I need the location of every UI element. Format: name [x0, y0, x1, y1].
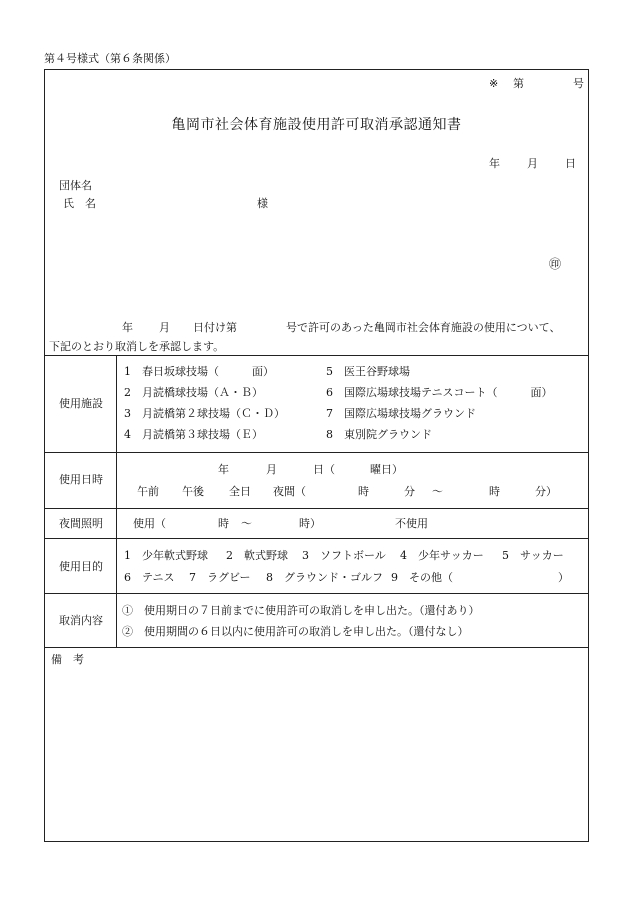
cancellation-option: ① 使用期日の７日前までに使用許可の取消しを申し出た。（還付あり） — [122, 604, 480, 617]
facilities-label: 使用施設 — [59, 397, 103, 410]
usage-pm: 午後 — [182, 485, 204, 498]
honorific: 様 — [257, 197, 268, 210]
purpose-item: 9 その他（ — [391, 571, 453, 584]
facility-item: 6 国際広場球技場テニスコート（ 面） — [326, 386, 553, 399]
form-frame — [44, 69, 589, 842]
facility-item: 3 月読橋第２球技場（Ｃ・Ｄ） — [124, 407, 285, 420]
usage-weekday: 曜日） — [370, 463, 403, 476]
lighting-use: 使用（ — [133, 517, 166, 530]
date-day: 日 — [565, 157, 576, 170]
intro-rest: 号で許可のあった亀岡市社会体育施設の使用について、 — [286, 321, 561, 334]
facility-item: 4 月読橋第３球技場（Ｅ） — [124, 428, 263, 441]
cancellation-label: 取消内容 — [59, 614, 103, 627]
seal-mark: ㊞ — [549, 257, 562, 271]
purpose-label: 使用目的 — [59, 560, 103, 573]
usage-allday: 全日 — [229, 485, 251, 498]
usage-tilde: ～ — [432, 485, 443, 498]
person-name-label: 氏 名 — [63, 197, 96, 210]
purpose-item: 8 グラウンド・ゴルフ — [266, 571, 383, 584]
lighting-tilde: ～ — [241, 517, 252, 530]
date-year: 年 — [489, 157, 500, 170]
purpose-item: 4 少年サッカー — [400, 549, 484, 562]
receipt-dai: 第 — [513, 77, 524, 90]
purpose-item: 1 少年軟式野球 — [124, 549, 208, 562]
facility-item: 2 月読橋球技場（Ａ・Ｂ） — [124, 386, 263, 399]
purpose-item: 2 軟式野球 — [226, 549, 288, 562]
lighting-hour-2: 時） — [299, 517, 321, 530]
receipt-go: 号 — [573, 77, 584, 90]
purpose-close-paren: ） — [558, 571, 569, 584]
facility-item: 7 国際広場球技場グラウンド — [326, 407, 476, 420]
facility-item: 1 春日坂球技場（ 面） — [124, 365, 274, 378]
intro-day-ref: 日付け第 — [193, 321, 237, 334]
facility-item: 5 医王谷野球場 — [326, 365, 410, 378]
org-name-label: 団体名 — [59, 179, 92, 192]
usage-day: 日（ — [313, 463, 335, 476]
usage-hour-1: 時 — [358, 485, 369, 498]
night-lighting-label: 夜間照明 — [59, 517, 103, 530]
usage-am: 午前 — [137, 485, 159, 498]
cancellation-option: ② 使用期間の６日以内に使用許可の取消しを申し出た。（還付なし） — [122, 625, 469, 638]
purpose-item: 3 ソフトボール — [302, 549, 386, 562]
usage-minute-2: 分） — [535, 485, 557, 498]
usage-year: 年 — [218, 463, 229, 476]
intro-line-2: 下記のとおり取消しを承認します。 — [49, 340, 225, 353]
purpose-item: 6 テニス — [124, 571, 175, 584]
form-number: 第４号様式（第６条関係） — [44, 52, 176, 65]
intro-year: 年 — [122, 321, 133, 334]
purpose-item: 7 ラグビー — [189, 571, 251, 584]
purpose-item: 5 サッカー — [502, 549, 564, 562]
usage-night: 夜間（ — [273, 485, 306, 498]
lighting-not-use: 不使用 — [395, 517, 428, 530]
document-title: 亀岡市社会体育施設使用許可取消承認通知書 — [171, 117, 462, 133]
date-month: 月 — [527, 157, 538, 170]
usage-datetime-label: 使用日時 — [59, 473, 103, 486]
remarks-label: 備 考 — [51, 653, 84, 666]
facility-item: 8 東別院グラウンド — [326, 428, 432, 441]
intro-month: 月 — [159, 321, 170, 334]
usage-month: 月 — [266, 463, 277, 476]
receipt-mark: ※ — [489, 77, 499, 90]
lighting-hour-1: 時 — [218, 517, 229, 530]
usage-hour-2: 時 — [489, 485, 500, 498]
usage-minute-1: 分 — [404, 485, 415, 498]
